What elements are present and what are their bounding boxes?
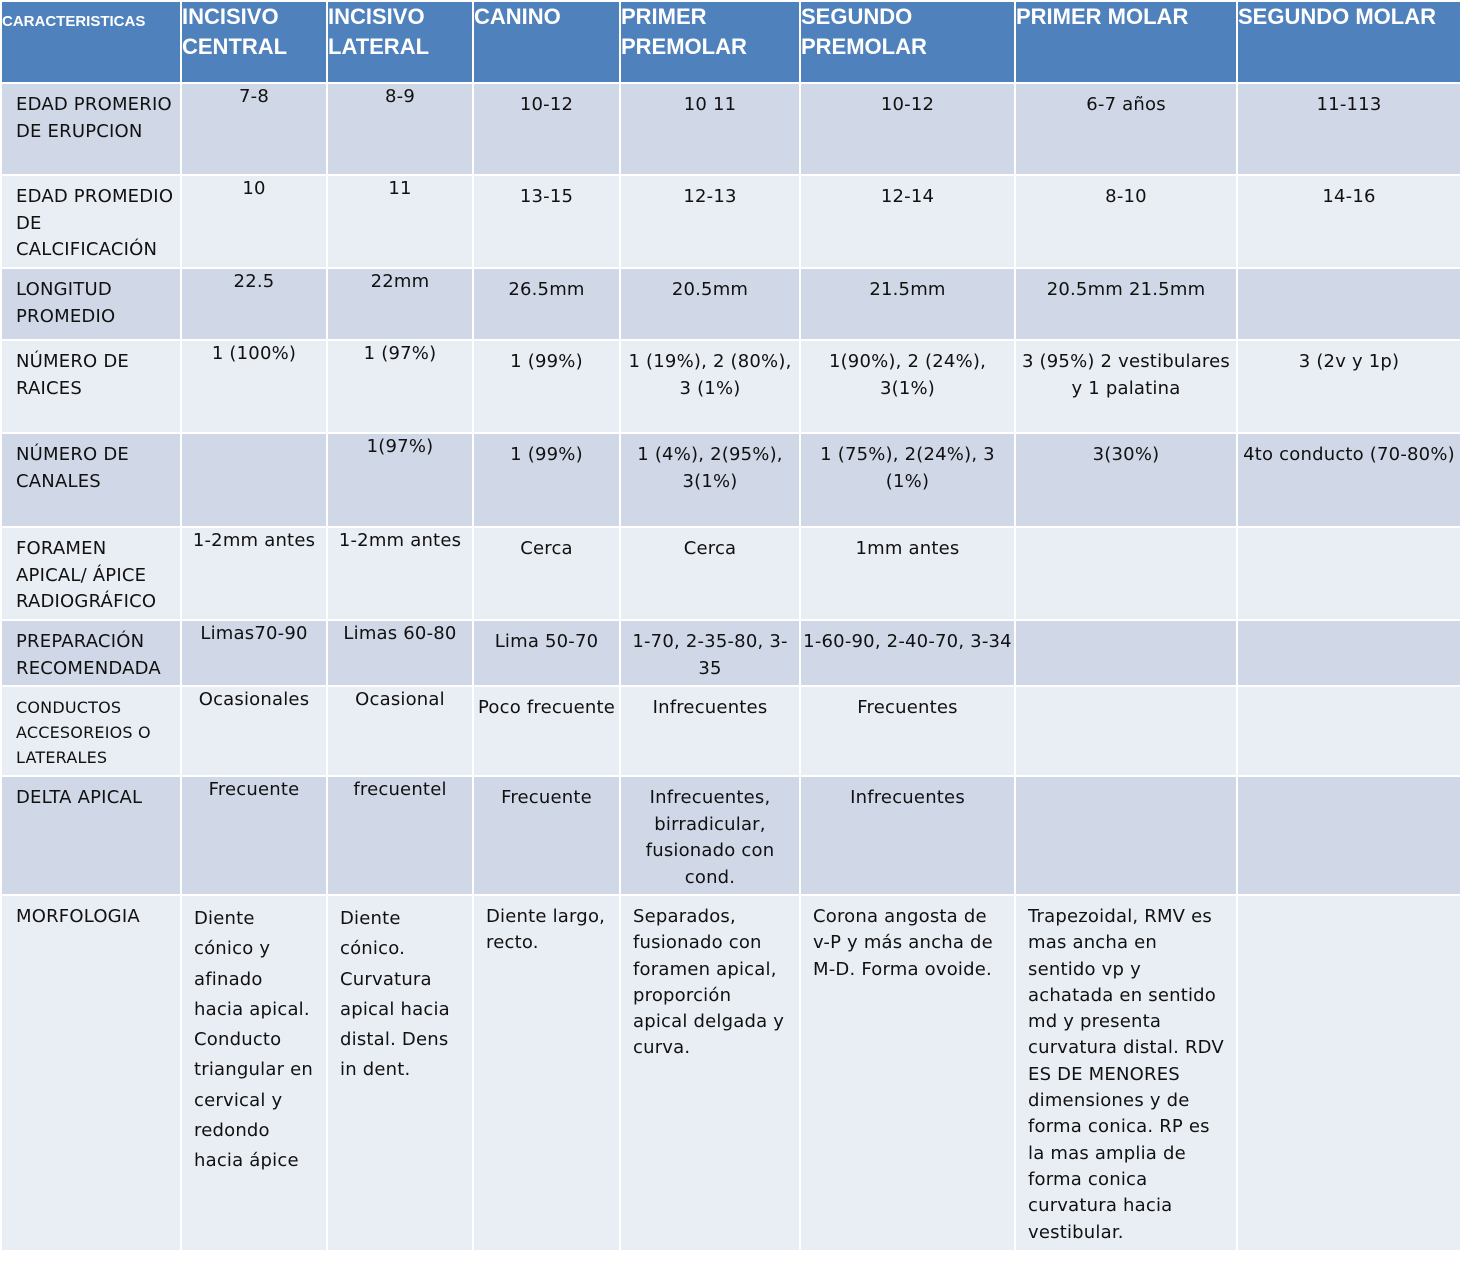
table-cell: 1 (99%)	[473, 433, 620, 527]
table-cell: Limas 60-80	[327, 620, 473, 686]
table-cell: 3 (95%) 2 vestibulares y 1 palatina	[1015, 340, 1237, 433]
table-cell: 1 (99%)	[473, 340, 620, 433]
table-cell: 1 (19%), 2 (80%), 3 (1%)	[620, 340, 800, 433]
table-cell: 10-12	[473, 83, 620, 175]
table-cell: 3 (2v y 1p)	[1237, 340, 1460, 433]
table-cell	[1015, 620, 1237, 686]
col-header-incisivo-lateral: INCISIVO LATERAL	[327, 1, 473, 83]
table-cell: 6-7 años	[1015, 83, 1237, 175]
row-header: NÚMERO DE RAICES	[1, 340, 181, 433]
table-cell: Ocasional	[327, 686, 473, 776]
table-cell: 10 11	[620, 83, 800, 175]
table-row	[1, 620, 1460, 686]
table-cell: 1-2mm antes	[327, 527, 473, 620]
table-cell: 8-9	[327, 83, 473, 175]
col-header-primer-premolar: PRIMER PREMOLAR	[620, 1, 800, 83]
table-cell	[1237, 776, 1460, 895]
table-cell: 1-60-90, 2-40-70, 3-34	[800, 620, 1015, 686]
table-cell: 20.5mm 21.5mm	[1015, 268, 1237, 340]
table-row	[1, 433, 1460, 527]
table-cell: frecuentel	[327, 776, 473, 895]
table-cell: 26.5mm	[473, 268, 620, 340]
table-cell: 12-14	[800, 175, 1015, 268]
row-header: EDAD PROMERIO DE ERUPCION	[1, 83, 181, 175]
table-cell: Infrecuentes, birradicular, fusionado con cond.	[620, 776, 800, 895]
table-cell: 3(30%)	[1015, 433, 1237, 527]
table-cell: 21.5mm	[800, 268, 1015, 340]
table-cell: Limas70-90	[181, 620, 327, 686]
col-header-primer-molar: PRIMER MOLAR	[1015, 1, 1237, 83]
table-cell: 20.5mm	[620, 268, 800, 340]
col-header-segundo-molar: SEGUNDO MOLAR	[1237, 1, 1460, 83]
table-cell: 1 (97%)	[327, 340, 473, 433]
table-cell: 12-13	[620, 175, 800, 268]
table-cell	[1015, 527, 1237, 620]
table-cell: Cerca	[620, 527, 800, 620]
table-cell	[181, 433, 327, 527]
header-row	[1, 1, 1460, 83]
table-cell: Diente cónico. Curvatura apical hacia distal. Dens in dent.	[327, 895, 473, 1251]
row-header: PREPARACIÓN RECOMENDADA	[1, 620, 181, 686]
table-cell: Ocasionales	[181, 686, 327, 776]
table-cell: Separados, fusionado con foramen apical, proporción apical delgada y curva.	[620, 895, 800, 1251]
col-header-incisivo-central: INCISIVO CENTRAL	[181, 1, 327, 83]
table-cell	[1237, 620, 1460, 686]
row-header: DELTA APICAL	[1, 776, 181, 895]
table-cell: 22mm	[327, 268, 473, 340]
table-row	[1, 340, 1460, 433]
table-cell: Frecuente	[181, 776, 327, 895]
table-cell: 10-12	[800, 83, 1015, 175]
table-cell: 1 (4%), 2(95%), 3(1%)	[620, 433, 800, 527]
table-row	[1, 268, 1460, 340]
table-cell: 1 (75%), 2(24%), 3 (1%)	[800, 433, 1015, 527]
table-cell: 1mm antes	[800, 527, 1015, 620]
table-cell: 4to conducto (70-80%)	[1237, 433, 1460, 527]
table-row	[1, 895, 1460, 1251]
row-header: MORFOLOGIA	[1, 895, 181, 1251]
table-cell: 14-16	[1237, 175, 1460, 268]
table-cell	[1237, 895, 1460, 1251]
table-cell: Corona angosta de v-P y más ancha de M-D. Forma ovoide.	[800, 895, 1015, 1251]
table-cell: 11-113	[1237, 83, 1460, 175]
table-cell: Frecuente	[473, 776, 620, 895]
table-cell: Infrecuentes	[620, 686, 800, 776]
table-cell	[1015, 686, 1237, 776]
row-header: LONGITUD PROMEDIO	[1, 268, 181, 340]
table-row	[1, 527, 1460, 620]
table-cell: Infrecuentes	[800, 776, 1015, 895]
table-cell: Trapezoidal, RMV es mas ancha en sentido vp y achatada en sentido md y presenta curvatura distal. RDV ES DE MENORES dimensiones y de forma conica. RP es la mas amplia de forma conica curvatura hacia vestibular.	[1015, 895, 1237, 1251]
table-cell: Poco frecuente	[473, 686, 620, 776]
table-row	[1, 175, 1460, 268]
col-header-segundo-premolar: SEGUNDO PREMOLAR	[800, 1, 1015, 83]
table-cell: 22.5	[181, 268, 327, 340]
table-cell: Lima 50-70	[473, 620, 620, 686]
row-header: CONDUCTOS ACCESOREIOS O LATERALES	[1, 686, 181, 776]
row-header: EDAD PROMEDIO DE CALCIFICACIÓN	[1, 175, 181, 268]
table-cell	[1237, 268, 1460, 340]
table-cell: 1(90%), 2 (24%), 3(1%)	[800, 340, 1015, 433]
table-cell	[1237, 686, 1460, 776]
table-row	[1, 776, 1460, 895]
table-cell: Diente largo, recto.	[473, 895, 620, 1251]
table-cell: 7-8	[181, 83, 327, 175]
table-cell: 1-70, 2-35-80, 3-35	[620, 620, 800, 686]
table-cell: 1 (100%)	[181, 340, 327, 433]
table-cell: Frecuentes	[800, 686, 1015, 776]
table-cell: Diente cónico y afinado hacia apical. Conducto triangular en cervical y redondo hacia ápice	[181, 895, 327, 1251]
table-cell	[1237, 527, 1460, 620]
table-cell: 1(97%)	[327, 433, 473, 527]
col-header-caracteristicas: CARACTERISTICAS	[1, 1, 181, 83]
table-cell	[1015, 776, 1237, 895]
row-header: NÚMERO DE CANALES	[1, 433, 181, 527]
table-row	[1, 83, 1460, 175]
table-cell: Cerca	[473, 527, 620, 620]
table-cell: 10	[181, 175, 327, 268]
row-header: FORAMEN APICAL/ ÁPICE RADIOGRÁFICO	[1, 527, 181, 620]
table-cell: 13-15	[473, 175, 620, 268]
table-cell: 11	[327, 175, 473, 268]
table-row	[1, 686, 1460, 776]
col-header-canino: CANINO	[473, 1, 620, 83]
table-cell: 1-2mm antes	[181, 527, 327, 620]
table-cell: 8-10	[1015, 175, 1237, 268]
